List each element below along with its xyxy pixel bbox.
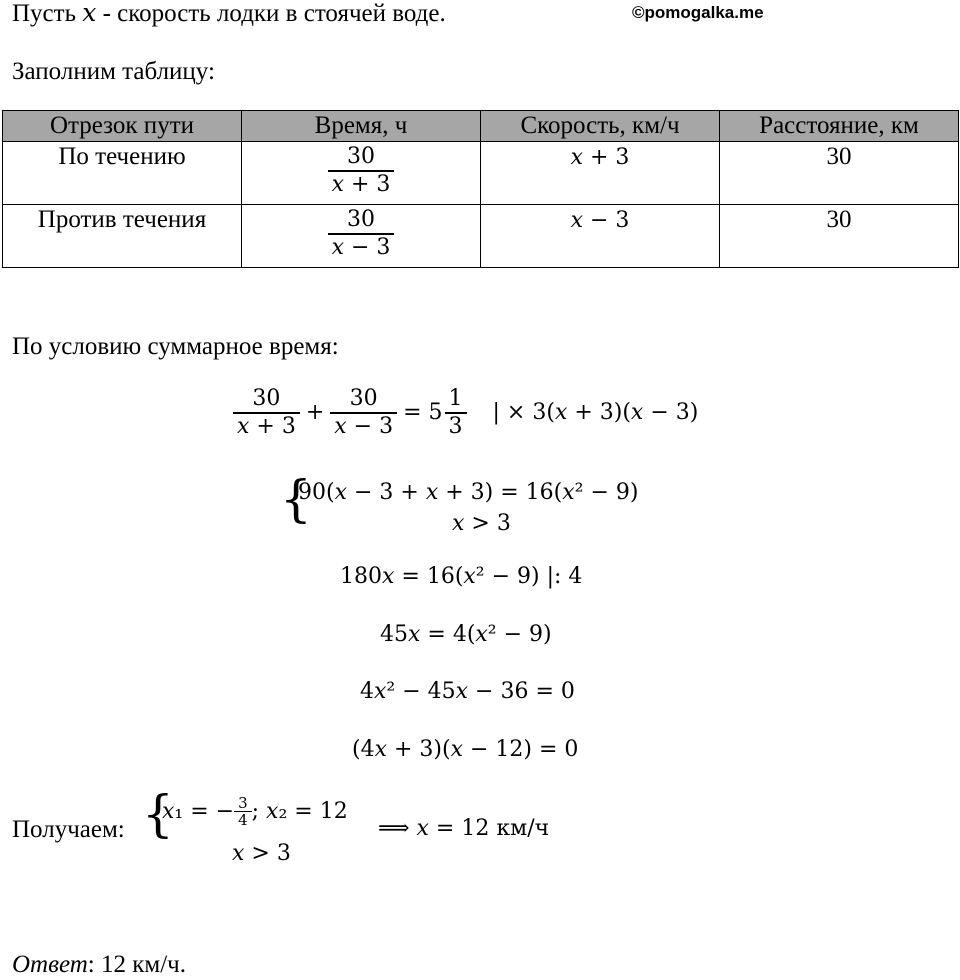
equation-sum-time bbox=[233, 386, 698, 440]
fraction-denominator: 𝑥 + 3 bbox=[237, 414, 296, 439]
cell-segment: Против течения bbox=[3, 205, 242, 268]
result-roots bbox=[162, 795, 348, 828]
intro-text-b: - скорость лодки в стоячей воде. bbox=[96, 0, 446, 27]
result-condition: 𝑥 > 3 bbox=[232, 841, 291, 866]
table-row bbox=[3, 142, 959, 205]
fill-table-label: Заполним таблицу: bbox=[12, 58, 215, 85]
fraction-denominator: 𝑥 + 3 bbox=[331, 172, 391, 197]
header-segment: Отрезок пути bbox=[3, 111, 242, 142]
answer-text: : 12 км/ч. bbox=[87, 951, 186, 978]
fraction bbox=[234, 795, 252, 828]
fraction bbox=[233, 386, 300, 440]
header-time: Время, ч bbox=[242, 111, 481, 142]
answer-label: Ответ bbox=[12, 951, 88, 978]
intro-text-a: Пусть bbox=[12, 0, 83, 27]
table-header-row bbox=[3, 111, 959, 142]
equals-whole: = 5 bbox=[403, 400, 443, 425]
answer-line bbox=[12, 950, 186, 980]
cell-segment: По течению bbox=[3, 142, 242, 205]
equation-step-4: 45𝑥 = 4(𝑥² − 9) bbox=[380, 622, 552, 647]
speed-value: 𝑥 + 3 bbox=[570, 145, 630, 170]
fraction-denominator: 4 bbox=[238, 811, 248, 829]
intro-variable: x bbox=[82, 0, 97, 27]
fraction-numerator: 30 bbox=[346, 207, 375, 232]
root-x2: ; 𝑥₂ = 12 bbox=[251, 798, 348, 824]
header-distance: Расстояние, км bbox=[720, 111, 959, 142]
intro-line bbox=[12, 0, 446, 29]
cell-speed bbox=[481, 205, 720, 268]
result-brace: { bbox=[142, 785, 174, 843]
motion-table bbox=[2, 110, 959, 268]
time-fraction bbox=[328, 207, 395, 261]
fraction-numerator: 30 bbox=[252, 386, 281, 411]
cell-distance: 30 bbox=[720, 205, 959, 268]
plus-sign: + bbox=[305, 400, 325, 425]
system-brace: { bbox=[280, 470, 312, 528]
fraction-denominator: 𝑥 − 3 bbox=[334, 414, 394, 439]
header-speed: Скорость, км/ч bbox=[481, 111, 720, 142]
cell-speed bbox=[481, 142, 720, 205]
time-fraction bbox=[328, 144, 395, 198]
table-row bbox=[3, 205, 959, 268]
fraction-denominator: 𝑥 − 3 bbox=[331, 235, 391, 260]
cell-time bbox=[242, 205, 481, 268]
fraction-numerator: 30 bbox=[349, 386, 378, 411]
watermark: ©pomogalka.me bbox=[632, 3, 764, 22]
equation-step-5: 4𝑥² − 45𝑥 − 36 = 0 bbox=[360, 679, 575, 704]
equation-step-6: (4𝑥 + 3)(𝑥 − 12) = 0 bbox=[352, 737, 579, 762]
cell-time bbox=[242, 142, 481, 205]
fraction-numerator: 30 bbox=[346, 144, 375, 169]
multiplier-note: | × 3(𝑥 + 3)(𝑥 − 3) bbox=[492, 400, 699, 425]
cell-distance: 30 bbox=[720, 142, 959, 205]
fraction bbox=[330, 386, 397, 440]
fraction-numerator: 1 bbox=[448, 386, 463, 411]
fraction-denominator: 3 bbox=[448, 414, 463, 439]
condition-label: По условию суммарное время: bbox=[12, 333, 339, 360]
system-line-2: 𝑥 > 3 bbox=[452, 511, 511, 536]
root-x1: 𝑥₁ = − bbox=[162, 798, 235, 824]
fraction-numerator: 3 bbox=[238, 794, 248, 812]
speed-value: 𝑥 − 3 bbox=[570, 208, 630, 233]
system-line-1: 90(𝑥 − 3 + 𝑥 + 3) = 16(𝑥² − 9) bbox=[298, 480, 639, 505]
result-implication: ⟹ 𝑥 = 12 км/ч bbox=[378, 816, 550, 841]
equation-step-3: 180𝑥 = 16(𝑥² − 9) |: 4 bbox=[340, 564, 583, 589]
result-label: Получаем: bbox=[12, 816, 125, 843]
fraction bbox=[445, 386, 467, 440]
